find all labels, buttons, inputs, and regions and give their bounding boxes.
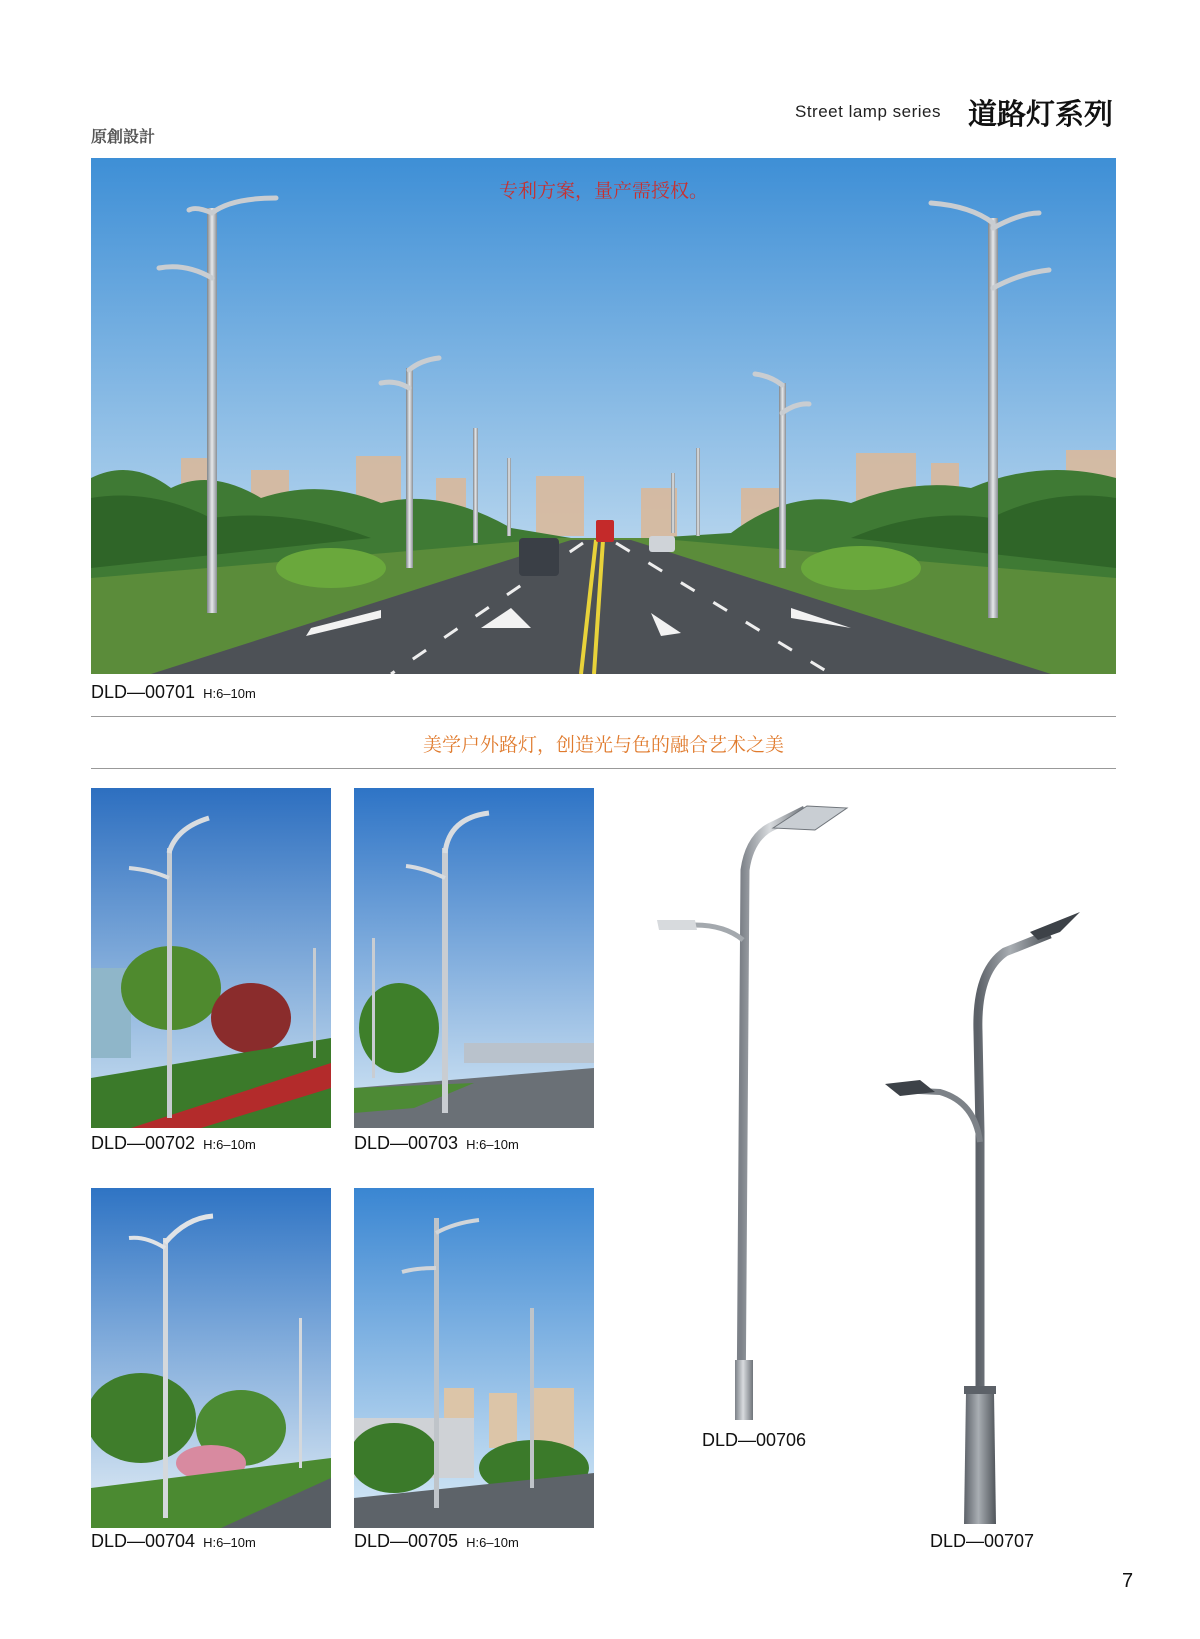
product-height: H:6–10m xyxy=(466,1137,519,1152)
product-code-00707: DLD—00707 xyxy=(930,1531,1035,1551)
product-code: DLD—00705 xyxy=(354,1531,459,1551)
product-code: DLD—00702 xyxy=(91,1133,196,1153)
original-design-label: 原創設計 xyxy=(91,127,156,146)
divider-bottom xyxy=(91,768,1116,769)
product-height: H:6–10m xyxy=(466,1535,519,1550)
product-render-00707 xyxy=(880,912,1090,1532)
series-title-cn: 道路灯系列 xyxy=(968,97,1114,131)
page-number: 7 xyxy=(1122,1570,1134,1592)
slogan: 美学户外路灯，创造光与色的融合艺术之美 xyxy=(422,735,784,756)
hero-street-photo xyxy=(91,158,1116,674)
product-photo-00702 xyxy=(91,788,331,1128)
product-code-00705 xyxy=(354,1531,519,1552)
product-photo-00704 xyxy=(91,1188,331,1528)
product-code-00704 xyxy=(91,1531,256,1552)
product-code-00703 xyxy=(354,1133,519,1154)
product-photo-00705 xyxy=(354,1188,594,1528)
product-code-00702 xyxy=(91,1133,256,1154)
product-photo-00703 xyxy=(354,788,594,1128)
product-code: DLD—00703 xyxy=(354,1133,459,1153)
product-code-00701 xyxy=(91,682,256,703)
divider-top xyxy=(91,716,1116,717)
product-code-00706: DLD—00706 xyxy=(702,1430,807,1450)
series-title-en: Street lamp series xyxy=(795,102,941,121)
product-height: H:6–10m xyxy=(203,686,256,701)
hero-notice: 专利方案，量产需授权。 xyxy=(498,181,708,202)
product-render-00706 xyxy=(655,800,855,1420)
product-code: DLD—00701 xyxy=(91,682,196,702)
product-height: H:6–10m xyxy=(203,1137,256,1152)
product-height: H:6–10m xyxy=(203,1535,256,1550)
product-code: DLD—00704 xyxy=(91,1531,196,1551)
